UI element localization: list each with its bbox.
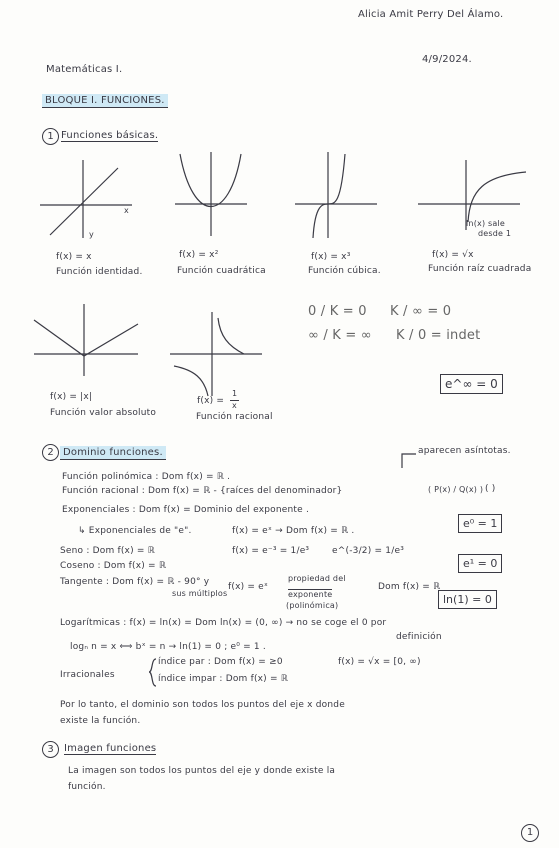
rule-4: K / 0 = indet: [396, 328, 481, 343]
section-3-text-1: La imagen son todos los puntos del eje y donde existe la: [68, 766, 336, 776]
bullet-seno: Seno : Dom f(x) = ℝ: [60, 546, 155, 556]
formula-sqrt: f(x) = √x: [432, 250, 474, 260]
box-e-zero: e⁰ = 1: [458, 514, 502, 533]
date: 4/9/2024.: [422, 54, 472, 65]
rule-3: ∞ / K = ∞: [308, 328, 372, 343]
bullet-polinomica: Función polinómica : Dom f(x) = ℝ .: [62, 472, 231, 482]
indice-par-example: f(x) = √x = [0, ∞): [338, 657, 421, 667]
name-identity: Función identidad.: [56, 267, 143, 277]
log-rule: logₙ n = x ⟺ bˣ = n → ln(1) = 0 ; e⁰ = 1 .: [70, 642, 266, 652]
tan-rule-lhs: f(x) = eˣ: [228, 582, 269, 592]
sqrt-note-1: ln(x) sale: [466, 219, 506, 228]
exp-e-label: ↳ Exponenciales de "e".: [78, 526, 192, 536]
tan-rule-mid: exponente: [288, 590, 333, 599]
formula-rational: f(x) =: [197, 396, 225, 406]
rule-1: 0 / K = 0: [308, 304, 367, 319]
racional-fraction: ( P(x) / Q(x) ): [428, 485, 484, 494]
bullet-irracionales: Irracionales: [60, 670, 115, 680]
graph-identity-y-label: y: [89, 230, 94, 239]
box-ln-one: ln(1) = 0: [438, 590, 497, 609]
section-3-text-2: función.: [68, 782, 106, 792]
section-3-number: 3: [42, 741, 59, 758]
exp-e-rule: f(x) = eˣ → Dom f(x) = ℝ .: [232, 526, 355, 536]
section-2-number: 2: [42, 444, 59, 461]
name-absolute: Función valor absoluto: [50, 408, 157, 418]
racional-paren: ( ): [485, 484, 496, 494]
bullet-logaritmicas: Logarítmicas : f(x) = ln(x) = Dom ln(x) = (0, ∞) → no se coge el 0 por: [60, 618, 387, 628]
section-1-number: 1: [42, 128, 59, 145]
rule-2: K / ∞ = 0: [390, 304, 452, 319]
formula-absolute: f(x) = |x|: [50, 392, 93, 402]
graph-identity: [40, 160, 160, 240]
graph-cubic: [295, 152, 385, 242]
formula-quadratic: f(x) = x²: [179, 250, 219, 260]
section-1-title: Funciones básicas.: [61, 130, 159, 141]
conclusion-line-1: Por lo tanto, el dominio son todos los puntos del eje x donde: [60, 700, 345, 710]
bullet-exponenciales: Exponenciales : Dom f(x) = Dominio del exponente .: [62, 505, 310, 515]
indice-par: índice par : Dom f(x) = ≥0: [158, 657, 283, 667]
author-name: Alicia Amit Perry Del Álamo.: [358, 9, 504, 20]
section-3-title: Imagen funciones: [64, 743, 157, 754]
graph-identity-x-label: x: [124, 206, 129, 215]
subject-title: Matemáticas I.: [46, 64, 123, 75]
graph-rational: [170, 310, 270, 400]
conclusion-line-2: existe la función.: [60, 716, 141, 726]
arrow-up-icon: [400, 450, 420, 470]
indice-impar: índice impar : Dom f(x) = ℝ: [158, 674, 289, 684]
name-quadratic: Función cuadrática: [177, 266, 266, 276]
seno-example-2: e^(-3/2) = 1/e³: [332, 546, 404, 556]
page-number: 1: [521, 824, 539, 842]
formula-identity: f(x) = x: [56, 252, 92, 262]
name-sqrt: Función raíz cuadrada: [428, 264, 532, 274]
tan-rule-top: propiedad del: [288, 574, 346, 583]
block-title: BLOQUE I. FUNCIONES.: [42, 94, 168, 108]
name-rational: Función racional: [196, 412, 273, 422]
bullet-coseno: Coseno : Dom f(x) = ℝ: [60, 561, 167, 571]
tangente-sub: sus múltiplos: [172, 589, 228, 598]
tan-rule-bottom: (polinómica): [286, 601, 339, 610]
bullet-tangente: Tangente : Dom f(x) = ℝ - 90° y: [60, 577, 210, 587]
graph-absolute: [34, 300, 144, 380]
name-cubic: Función cúbica.: [308, 266, 381, 276]
formula-cubic: f(x) = x³: [311, 252, 351, 262]
bullet-racional: Función racional : Dom f(x) = ℝ - {raíces del denominador}: [62, 486, 343, 496]
seno-example-1: f(x) = e⁻³ = 1/e³: [232, 546, 310, 556]
box-e-infinity: e^∞ = 0: [440, 374, 503, 394]
formula-rational-numerator: 1: [232, 389, 238, 398]
tan-rule-rhs: Dom f(x) = ℝ: [378, 582, 441, 592]
brace-icon: [148, 658, 158, 688]
section-2-title: Dominio funciones.: [60, 446, 166, 460]
graph-quadratic: [175, 152, 255, 242]
formula-rational-denominator: x: [232, 401, 237, 410]
asymptotes-note: aparecen asíntotas.: [418, 446, 511, 456]
log-definition-word: definición: [396, 632, 442, 642]
box-e-one: e¹ = 0: [458, 554, 502, 573]
sqrt-note-2: desde 1: [478, 229, 512, 238]
